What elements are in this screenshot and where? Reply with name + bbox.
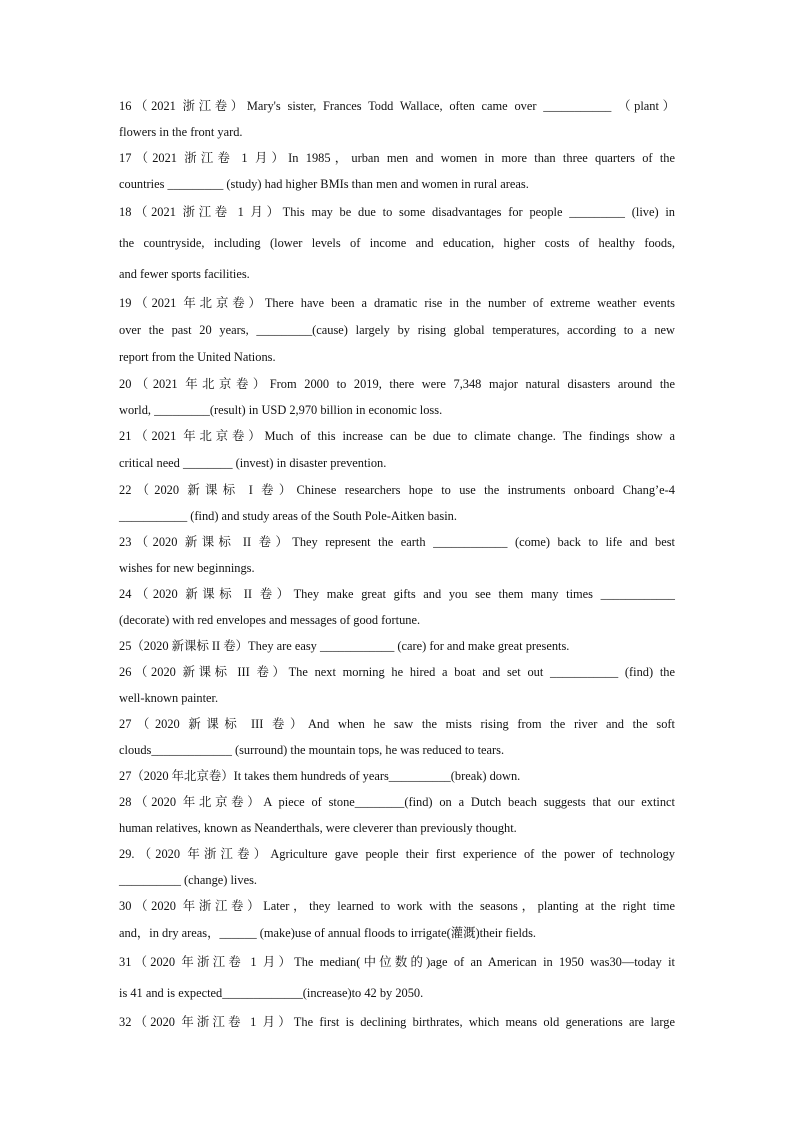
question-line: 20（2021 年北京卷）From 2000 to 2019, there were 7,348 major natural disasters around the bbox=[119, 377, 675, 391]
question-27b bbox=[119, 763, 675, 789]
question-line: 16（2021 浙江卷）Mary's sister, Frances Todd Wallace, often came over ___________ （plant） bbox=[119, 99, 675, 113]
question-26 bbox=[119, 659, 675, 711]
question-line: 18（2021 浙江卷 1 月）This may be due to some disadvantages for people _________ (live) in bbox=[119, 205, 675, 219]
question-line: report from the United Nations. bbox=[119, 350, 276, 364]
question-23 bbox=[119, 529, 675, 581]
question-17 bbox=[119, 145, 675, 197]
question-24 bbox=[119, 581, 675, 633]
question-16 bbox=[119, 93, 675, 145]
question-line: is 41 and is expected_____________(increase)to 42 by 2050. bbox=[119, 986, 424, 1000]
question-line: 28（2020 年北京卷）A piece of stone________(find) on a Dutch beach suggests that our extinct bbox=[119, 795, 675, 809]
question-line: 17（2021 浙江卷 1 月）In 1985，urban men and women in more than three quarters of the bbox=[119, 151, 675, 165]
question-line: 32（2020 年浙江卷 1 月）The first is declining birthrates, which means old generations are large bbox=[119, 1015, 675, 1029]
question-line: well-known painter. bbox=[119, 691, 219, 705]
question-line: countries _________ (study) had higher BMIs than men and women in rural areas. bbox=[119, 177, 529, 191]
question-list bbox=[119, 93, 675, 1035]
question-line: 21（2021 年北京卷）Much of this increase can be due to climate change. The findings show a bbox=[119, 429, 675, 443]
question-22 bbox=[119, 477, 675, 529]
question-line: clouds_____________ (surround) the mountain tops, he was reduced to tears. bbox=[119, 743, 505, 757]
question-line: the countryside, including (lower levels of income and education, higher costs of healthy foods, bbox=[119, 236, 675, 250]
question-25 bbox=[119, 633, 675, 659]
question-line: 27（2020 年北京卷）It takes them hundreds of years__________(break) down. bbox=[119, 769, 521, 783]
question-line: human relatives, known as Neanderthals, were cleverer than previously thought. bbox=[119, 821, 517, 835]
question-line: 26（2020 新课标 III 卷）The next morning he hired a boat and set out ___________ (find) the bbox=[119, 665, 675, 679]
question-line: 30（2020 年浙江卷）Later，they learned to work with the seasons，planting at the right time bbox=[119, 899, 675, 913]
question-line: ___________ (find) and study areas of the South Pole-Aitken basin. bbox=[119, 509, 457, 523]
question-32 bbox=[119, 1009, 675, 1035]
question-line: __________ (change) lives. bbox=[119, 873, 257, 887]
question-27a bbox=[119, 711, 675, 763]
question-line: world, _________(result) in USD 2,970 billion in economic loss. bbox=[119, 403, 443, 417]
question-line: and fewer sports facilities. bbox=[119, 267, 250, 281]
question-line: 24（2020 新课标 II 卷）They make great gifts and you see them many times ____________ bbox=[119, 587, 675, 601]
question-28 bbox=[119, 789, 675, 841]
question-20 bbox=[119, 371, 675, 423]
question-line: 31（2020 年浙江卷 1 月）The median(中位数的)age of an American in 1950 was30—today it bbox=[119, 955, 675, 969]
question-line: 25（2020 新课标 II 卷）They are easy ____________ (care) for and make great presents. bbox=[119, 639, 570, 653]
question-21 bbox=[119, 423, 675, 477]
question-line: wishes for new beginnings. bbox=[119, 561, 255, 575]
question-18 bbox=[119, 197, 675, 290]
question-line: 27（2020 新课标 III 卷）And when he saw the mists rising from the river and the soft bbox=[119, 717, 675, 731]
question-line: and，in dry areas，______ (make)use of annual floods to irrigate(灌溉)their fields. bbox=[119, 926, 537, 940]
question-line: 22（2020 新课标 I 卷）Chinese researchers hope to use the instruments onboard Chang’e-4 bbox=[119, 483, 675, 497]
question-line: 29.（2020 年浙江卷）Agriculture gave people their first experience of the power of technology bbox=[119, 847, 675, 861]
question-19 bbox=[119, 290, 675, 371]
question-30 bbox=[119, 893, 675, 947]
question-line: critical need ________ (invest) in disaster prevention. bbox=[119, 456, 387, 470]
question-line: flowers in the front yard. bbox=[119, 125, 243, 139]
question-29 bbox=[119, 841, 675, 893]
question-line: (decorate) with red envelopes and messages of good fortune. bbox=[119, 613, 421, 627]
question-line: over the past 20 years, _________(cause) largely by rising global temperatures, according to a new bbox=[119, 323, 675, 337]
question-line: 19（2021 年北京卷）There have been a dramatic rise in the number of extreme weather events bbox=[119, 296, 675, 310]
question-line: 23（2020 新课标 II 卷）They represent the earth ____________ (come) back to life and best bbox=[119, 535, 675, 549]
question-31 bbox=[119, 947, 675, 1009]
